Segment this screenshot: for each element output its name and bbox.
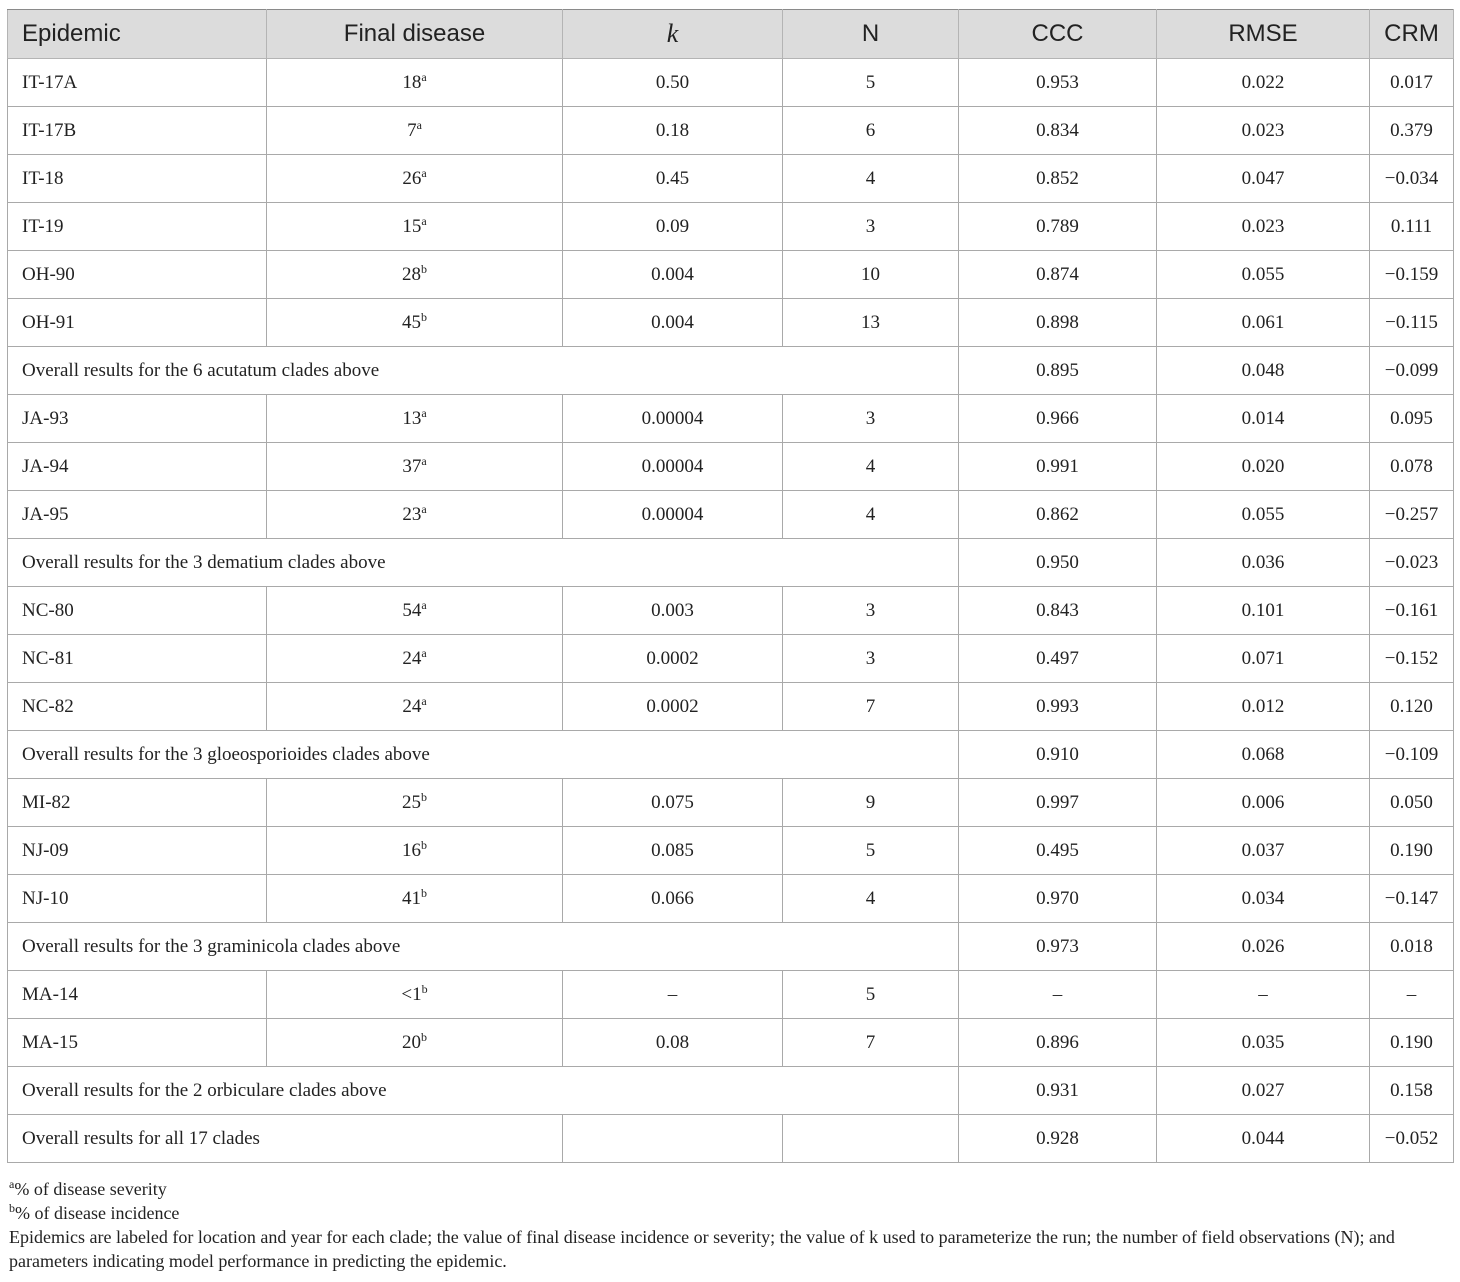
- cell-k: 0.085: [563, 827, 783, 875]
- cell-k: 0.18: [563, 107, 783, 155]
- cell-crm: 0.111: [1370, 203, 1454, 251]
- cell-ccc: 0.843: [959, 587, 1157, 635]
- summary-row: [8, 731, 1454, 779]
- cell-k: 0.004: [563, 251, 783, 299]
- footnote-marker: b: [421, 261, 427, 276]
- header-epidemic: Epidemic: [8, 10, 267, 59]
- footnote-marker: b: [421, 981, 428, 996]
- cell-rmse: 0.012: [1157, 683, 1370, 731]
- cell-epidemic: MA-14: [8, 971, 267, 1019]
- cell-ccc: 0.896: [959, 1019, 1157, 1067]
- table-row: [8, 779, 1454, 827]
- cell-ccc: 0.970: [959, 875, 1157, 923]
- header-ccc: CCC: [959, 10, 1157, 59]
- footnote-marker: a: [421, 69, 427, 84]
- cell-k: 0.09: [563, 203, 783, 251]
- table-row: [8, 299, 1454, 347]
- table-caption: Epidemics are labeled for location and year for each clade; the value of final disease incidence or severity; the value of k used to parameterize the run; the number of field observations (N); and parameters indicating model performance in predicting the epidemic.: [9, 1227, 1395, 1271]
- footnote-marker: a: [421, 453, 427, 468]
- footnote-marker: b: [421, 309, 427, 324]
- cell-n: 10: [783, 251, 959, 299]
- cell-crm: –: [1370, 971, 1454, 1019]
- cell-epidemic: NJ-09: [8, 827, 267, 875]
- cell-k: 0.0002: [563, 635, 783, 683]
- cell-crm: −0.161: [1370, 587, 1454, 635]
- cell-final-disease: [267, 251, 563, 299]
- cell-crm: 0.158: [1370, 1067, 1454, 1115]
- cell-final-disease: [267, 107, 563, 155]
- cell-rmse: 0.023: [1157, 107, 1370, 155]
- cell-final-disease: [267, 59, 563, 107]
- summary-row: [8, 347, 1454, 395]
- table-row: [8, 875, 1454, 923]
- cell-crm: 0.018: [1370, 923, 1454, 971]
- cell-ccc: 0.950: [959, 539, 1157, 587]
- cell-epidemic: NC-81: [8, 635, 267, 683]
- cell-epidemic: IT-17B: [8, 107, 267, 155]
- cell-ccc: 0.497: [959, 635, 1157, 683]
- footnote-marker: a: [421, 501, 427, 516]
- cell-n: 4: [783, 443, 959, 491]
- summary-label: Overall results for all 17 clades: [8, 1115, 563, 1163]
- cell-ccc: 0.966: [959, 395, 1157, 443]
- table-row: [8, 1019, 1454, 1067]
- cell-rmse: 0.022: [1157, 59, 1370, 107]
- cell-rmse: 0.068: [1157, 731, 1370, 779]
- cell-ccc: 0.997: [959, 779, 1157, 827]
- empty-cell: [783, 1115, 959, 1163]
- cell-rmse: 0.101: [1157, 587, 1370, 635]
- cell-k: 0.00004: [563, 491, 783, 539]
- footnote-b-marker: b: [9, 1201, 15, 1215]
- table-body: [8, 59, 1454, 1163]
- cell-crm: 0.095: [1370, 395, 1454, 443]
- cell-ccc: 0.852: [959, 155, 1157, 203]
- table-row: [8, 59, 1454, 107]
- cell-k: –: [563, 971, 783, 1019]
- footnote-a-text: % of disease severity: [14, 1179, 167, 1199]
- cell-k: 0.00004: [563, 443, 783, 491]
- cell-crm: −0.115: [1370, 299, 1454, 347]
- cell-final-disease: [267, 827, 563, 875]
- cell-n: 6: [783, 107, 959, 155]
- summary-row: [8, 923, 1454, 971]
- cell-crm: −0.159: [1370, 251, 1454, 299]
- table-row: [8, 971, 1454, 1019]
- footnote-marker: b: [421, 885, 427, 900]
- empty-cell: [563, 1115, 783, 1163]
- cell-rmse: 0.048: [1157, 347, 1370, 395]
- cell-n: 7: [783, 683, 959, 731]
- cell-k: 0.00004: [563, 395, 783, 443]
- cell-final-disease: [267, 395, 563, 443]
- cell-n: 5: [783, 59, 959, 107]
- cell-crm: −0.034: [1370, 155, 1454, 203]
- cell-final-disease: [267, 443, 563, 491]
- final-disease-value: 25: [402, 791, 421, 813]
- table-row: [8, 203, 1454, 251]
- cell-k: 0.004: [563, 299, 783, 347]
- cell-rmse: –: [1157, 971, 1370, 1019]
- cell-rmse: 0.035: [1157, 1019, 1370, 1067]
- cell-ccc: 0.953: [959, 59, 1157, 107]
- final-disease-value: 24: [402, 647, 422, 669]
- summary-row: [8, 1067, 1454, 1115]
- footnote-a: [9, 1177, 1449, 1201]
- header-row: [8, 10, 1454, 59]
- cell-final-disease: [267, 587, 563, 635]
- cell-epidemic: MI-82: [8, 779, 267, 827]
- cell-n: 13: [783, 299, 959, 347]
- cell-final-disease: [267, 875, 563, 923]
- final-disease-value: 45: [402, 311, 421, 333]
- cell-rmse: 0.020: [1157, 443, 1370, 491]
- cell-k: 0.075: [563, 779, 783, 827]
- cell-final-disease: [267, 971, 563, 1019]
- footnote-marker: b: [421, 1029, 427, 1044]
- table-row: [8, 683, 1454, 731]
- cell-k: 0.50: [563, 59, 783, 107]
- cell-final-disease: [267, 779, 563, 827]
- final-disease-value: 54: [402, 599, 422, 621]
- summary-label: Overall results for the 3 graminicola clades above: [8, 923, 959, 971]
- cell-epidemic: NJ-10: [8, 875, 267, 923]
- footnote-marker: a: [421, 645, 427, 660]
- footnote-marker: b: [421, 837, 427, 852]
- summary-label: Overall results for the 3 gloeosporioides clades above: [8, 731, 959, 779]
- table-row: [8, 635, 1454, 683]
- footnote-b: [9, 1201, 1449, 1225]
- cell-ccc: 0.495: [959, 827, 1157, 875]
- cell-final-disease: [267, 635, 563, 683]
- cell-ccc: 0.973: [959, 923, 1157, 971]
- cell-ccc: 0.834: [959, 107, 1157, 155]
- cell-n: 4: [783, 491, 959, 539]
- cell-epidemic: MA-15: [8, 1019, 267, 1067]
- cell-ccc: 0.931: [959, 1067, 1157, 1115]
- header-rmse: RMSE: [1157, 10, 1370, 59]
- final-disease-value: 26: [402, 167, 422, 189]
- summary-label: Overall results for the 2 orbiculare clades above: [8, 1067, 959, 1115]
- cell-crm: −0.147: [1370, 875, 1454, 923]
- cell-final-disease: [267, 155, 563, 203]
- cell-n: 9: [783, 779, 959, 827]
- cell-crm: 0.190: [1370, 1019, 1454, 1067]
- table-notes: [9, 1177, 1449, 1273]
- final-disease-value: 37: [402, 455, 422, 477]
- final-disease-value: 15: [402, 215, 422, 237]
- cell-k: 0.003: [563, 587, 783, 635]
- footnote-marker: b: [421, 789, 427, 804]
- cell-n: 4: [783, 155, 959, 203]
- cell-crm: 0.017: [1370, 59, 1454, 107]
- cell-ccc: –: [959, 971, 1157, 1019]
- cell-ccc: 0.928: [959, 1115, 1157, 1163]
- table-row: [8, 155, 1454, 203]
- cell-k: 0.066: [563, 875, 783, 923]
- table-row: [8, 107, 1454, 155]
- table-row: [8, 395, 1454, 443]
- header-crm: CRM: [1370, 10, 1454, 59]
- table-row: [8, 827, 1454, 875]
- header-final-disease: Final disease: [267, 10, 563, 59]
- table-row: [8, 443, 1454, 491]
- final-disease-value: 13: [402, 407, 422, 429]
- cell-rmse: 0.037: [1157, 827, 1370, 875]
- cell-epidemic: NC-80: [8, 587, 267, 635]
- cell-epidemic: JA-93: [8, 395, 267, 443]
- cell-epidemic: JA-95: [8, 491, 267, 539]
- footnote-b-text: % of disease incidence: [15, 1203, 180, 1223]
- cell-crm: −0.257: [1370, 491, 1454, 539]
- header-k: k: [563, 10, 783, 59]
- footnote-marker: a: [421, 597, 427, 612]
- summary-label: Overall results for the 6 acutatum clades above: [8, 347, 959, 395]
- cell-ccc: 0.862: [959, 491, 1157, 539]
- cell-crm: −0.052: [1370, 1115, 1454, 1163]
- cell-ccc: 0.895: [959, 347, 1157, 395]
- cell-rmse: 0.014: [1157, 395, 1370, 443]
- footnote-marker: a: [421, 213, 427, 228]
- table-row: [8, 587, 1454, 635]
- cell-rmse: 0.027: [1157, 1067, 1370, 1115]
- cell-final-disease: [267, 491, 563, 539]
- cell-crm: −0.109: [1370, 731, 1454, 779]
- cell-n: 3: [783, 635, 959, 683]
- cell-k: 0.0002: [563, 683, 783, 731]
- final-disease-value: 18: [402, 71, 422, 93]
- summary-row: [8, 1115, 1454, 1163]
- cell-epidemic: NC-82: [8, 683, 267, 731]
- cell-n: 3: [783, 203, 959, 251]
- cell-crm: 0.078: [1370, 443, 1454, 491]
- final-disease-value: 20: [402, 1031, 421, 1053]
- cell-n: 3: [783, 587, 959, 635]
- cell-k: 0.45: [563, 155, 783, 203]
- cell-n: 5: [783, 971, 959, 1019]
- footnote-a-marker: a: [9, 1177, 15, 1191]
- cell-epidemic: JA-94: [8, 443, 267, 491]
- table-row: [8, 251, 1454, 299]
- cell-crm: 0.190: [1370, 827, 1454, 875]
- final-disease-value: 24: [402, 695, 422, 717]
- cell-final-disease: [267, 203, 563, 251]
- cell-rmse: 0.036: [1157, 539, 1370, 587]
- cell-ccc: 0.874: [959, 251, 1157, 299]
- cell-n: 3: [783, 395, 959, 443]
- cell-n: 7: [783, 1019, 959, 1067]
- summary-label: Overall results for the 3 dematium clades above: [8, 539, 959, 587]
- final-disease-value: 41: [402, 887, 421, 909]
- cell-rmse: 0.071: [1157, 635, 1370, 683]
- cell-epidemic: IT-19: [8, 203, 267, 251]
- cell-epidemic: OH-91: [8, 299, 267, 347]
- cell-ccc: 0.789: [959, 203, 1157, 251]
- cell-ccc: 0.991: [959, 443, 1157, 491]
- results-table: [7, 9, 1454, 1163]
- cell-ccc: 0.898: [959, 299, 1157, 347]
- cell-crm: 0.379: [1370, 107, 1454, 155]
- cell-epidemic: OH-90: [8, 251, 267, 299]
- cell-crm: −0.152: [1370, 635, 1454, 683]
- cell-final-disease: [267, 1019, 563, 1067]
- final-disease-value: 23: [402, 503, 422, 525]
- cell-rmse: 0.006: [1157, 779, 1370, 827]
- footnote-marker: a: [416, 117, 422, 132]
- cell-final-disease: [267, 683, 563, 731]
- cell-ccc: 0.910: [959, 731, 1157, 779]
- cell-crm: −0.023: [1370, 539, 1454, 587]
- cell-epidemic: IT-17A: [8, 59, 267, 107]
- cell-k: 0.08: [563, 1019, 783, 1067]
- cell-rmse: 0.061: [1157, 299, 1370, 347]
- cell-rmse: 0.034: [1157, 875, 1370, 923]
- cell-rmse: 0.023: [1157, 203, 1370, 251]
- cell-rmse: 0.055: [1157, 491, 1370, 539]
- summary-row: [8, 539, 1454, 587]
- cell-crm: 0.050: [1370, 779, 1454, 827]
- cell-ccc: 0.993: [959, 683, 1157, 731]
- cell-epidemic: IT-18: [8, 155, 267, 203]
- cell-rmse: 0.055: [1157, 251, 1370, 299]
- cell-rmse: 0.047: [1157, 155, 1370, 203]
- cell-n: 5: [783, 827, 959, 875]
- cell-crm: 0.120: [1370, 683, 1454, 731]
- footnote-marker: a: [421, 405, 427, 420]
- cell-rmse: 0.026: [1157, 923, 1370, 971]
- final-disease-value: 16: [402, 839, 421, 861]
- cell-final-disease: [267, 299, 563, 347]
- final-disease-value: 28: [402, 263, 421, 285]
- footnote-marker: a: [421, 165, 427, 180]
- final-disease-value: <1: [401, 983, 422, 1005]
- cell-crm: −0.099: [1370, 347, 1454, 395]
- cell-rmse: 0.044: [1157, 1115, 1370, 1163]
- header-n: N: [783, 10, 959, 59]
- footnote-marker: a: [421, 693, 427, 708]
- table-row: [8, 491, 1454, 539]
- final-disease-value: 7: [407, 119, 417, 141]
- cell-n: 4: [783, 875, 959, 923]
